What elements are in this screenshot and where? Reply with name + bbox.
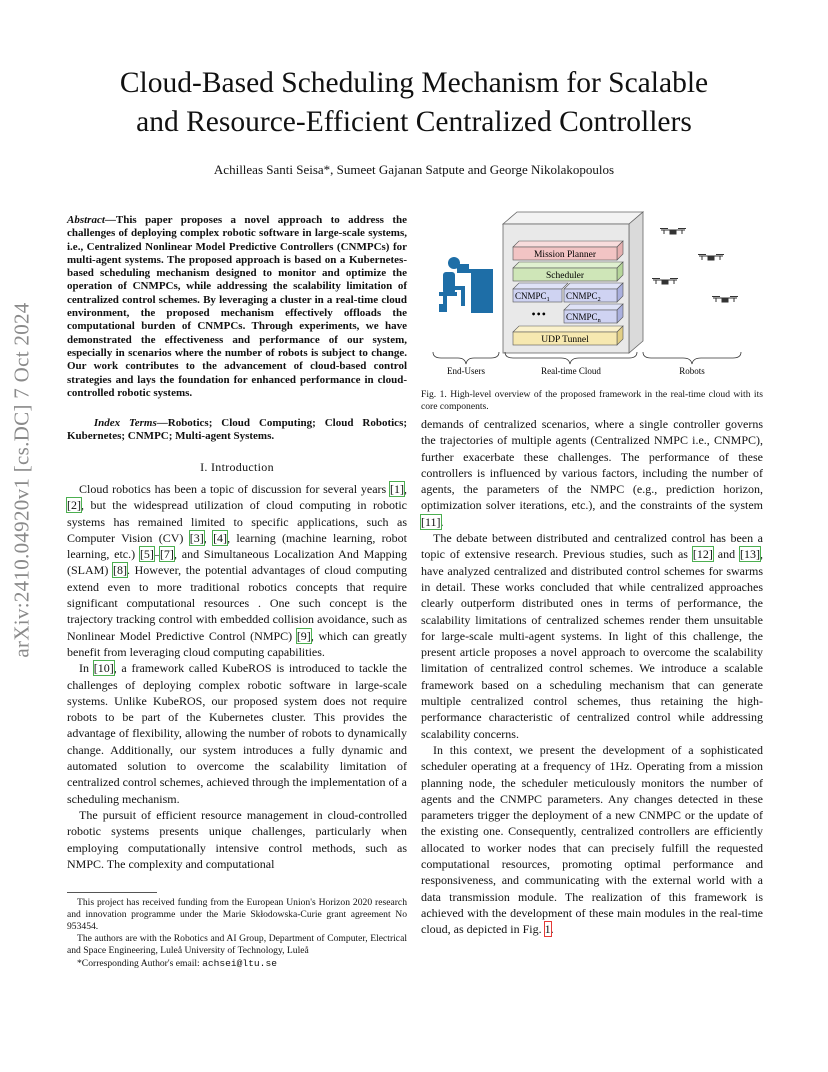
index-terms-text: —Robotics; Cloud Computing; Cloud Robotics; Kubernetes; CNMPC; Multi-agent Systems. — [67, 417, 408, 443]
footnote-corresponding: *Corresponding Author's email: achsei@ltu.se — [77, 957, 277, 969]
abstract — [67, 214, 407, 400]
end-users-brace — [433, 352, 499, 364]
robots-brace — [643, 352, 741, 364]
cnmpc-n-subscript: n — [597, 317, 601, 324]
right-column-body — [421, 416, 763, 938]
cnmpc-1-label: CNMPC — [515, 291, 547, 301]
cnmpc-1-subscript: 1 — [546, 296, 550, 303]
end-users-label: End-Users — [447, 366, 485, 376]
drone-icon — [652, 229, 738, 303]
footnote-affiliation: The authors are with the Robotics and AI Group, Department of Computer, Electrical and Space Engineering, Luleå University of Technology, Luleå — [67, 933, 407, 957]
arxiv-sidebar — [0, 0, 44, 1072]
citation-link[interactable]: [2] — [67, 498, 81, 513]
figure-reference-link[interactable]: 1 — [544, 922, 551, 937]
more-controllers-ellipsis: ••• — [531, 310, 547, 319]
citation-link[interactable]: [9] — [296, 628, 311, 643]
left-column-body — [67, 481, 407, 872]
cloud-box-side — [629, 212, 643, 353]
footnote-rule — [67, 892, 157, 893]
title-line-2: and Resource-Efficient Centralized Controllers — [136, 106, 692, 138]
citation-link[interactable]: [12] — [692, 547, 713, 562]
paragraph: In this context, we present the development of a sophisticated scheduler operating at a frequency of 1Hz. Operating from a mission planning node, the scheduler meticulously monitors the number of agents and the CNMPC parameters. Any changes detected in these parameters trigger the deployment of a new CNMPC or the update of the existing one. Consequently, centralized controllers are efficiently allocated to worker nodes that can precisely fulfill the requested computational resources, promoting optimal performance and responsiveness, and communicating with the external world with a data transmission module. The realization of this framework is achieved with the development of these main modules in the real-time cloud, as depicted in Fig. 1. — [421, 742, 763, 937]
framework-diagram — [421, 206, 763, 386]
scheduler-label: Scheduler — [546, 271, 584, 281]
index-terms-label: Index Terms — [93, 417, 157, 429]
cnmpc-n-label: CNMPC — [566, 312, 598, 322]
citation-link[interactable]: [13] — [740, 547, 760, 562]
footnote-funding: This project has received funding from the European Union's Horizon 2020 research and innovation programme under the Marie Skłodowska-Curie grant agreement No 953454. — [67, 897, 407, 932]
real-time-cloud-brace — [505, 352, 637, 364]
udp-tunnel-label: UDP Tunnel — [541, 335, 589, 345]
cloud-box-top — [503, 212, 643, 224]
figure-caption: Fig. 1. High-level overview of the proposed framework in the real-time cloud with its core components. — [421, 389, 763, 412]
cnmpc-2-label: CNMPC — [566, 291, 598, 301]
real-time-cloud-label: Real-time Cloud — [541, 366, 601, 376]
paragraph: Cloud robotics has been a topic of discussion for several years [1], [2], but the widespread utilization of cloud computing in robotic systems has remained limited to specific applications, such as Computer Vision (CV) [3], [4], learning (machine learning, robot learning, etc.) [5]–[7], and Simultaneous Localization And Mapping (SLAM) [8]. However, the potential advantages of cloud computing extend even to more traditional robotics concepts that require significant computational resources . One such concept is the trajectory tracking control with embedded collision avoidance, such as Nonlinear Model Predictive Control (NMPC) [9], which can greatly benefit from leveraging cloud computing capabilities. — [67, 482, 408, 659]
paragraph: The debate between distributed and centralized control has been a topic of extensive research. Previous studies, such as [12] and [13], have analyzed centralized and distributed control schemes for swarms in detail. These works concluded that while centralized approaches clearly outperform distributed ones in terms of performance, the scalability limitations of centralized schemes render them unsuitable for large-scale multi-agent systems. In light of this challenge, the present article proposes a novel approach to overcome the scalability limitation of centralized control schemes. We introduce a scalable framework based on a scheduling mechanism that can generate multiple centralized control schemes, thus retaining the high-performance characteristic of centralized control while addressing scalability concerns. — [421, 531, 763, 741]
mission-planner-label: Mission Planner — [533, 250, 597, 260]
citation-link[interactable]: [7] — [159, 547, 174, 562]
paragraph: In [10], a framework called KubeROS is introduced to tackle the challenges of deploying complex robotic software in large-scale systems. Unlike KubeROS, our proposed system does not require robots to be part of the Kubernetes cluster. This provides the advantage of flexibility, allowing the number of robots to dynamically change. Additionally, our system introduces a fully dynamic and automated solution to overcome the scalability limitation of centralized control schemes, achieved through the implementation of a scheduling mechanism. — [67, 661, 407, 806]
citation-link[interactable]: [3] — [189, 530, 204, 545]
citation-link[interactable]: [10] — [93, 661, 114, 676]
cnmpc-2-subscript: 2 — [597, 296, 601, 303]
arxiv-identifier[interactable]: arXiv:2410.04920v1 [cs.DC] 7 Oct 2024 — [9, 302, 34, 658]
abstract-label: Abstract — [67, 214, 105, 226]
robots-label: Robots — [679, 366, 705, 376]
paper-title — [60, 64, 768, 142]
figure-1 — [421, 206, 763, 386]
citation-link[interactable]: [5] — [139, 547, 154, 562]
end-user-icon — [439, 257, 493, 313]
citation-link[interactable]: [1] — [390, 482, 404, 496]
citation-link[interactable]: [8] — [112, 563, 127, 578]
index-terms — [67, 417, 407, 444]
paragraph: demands of centralized scenarios, where a single controller governs the trajectories of multiple agents (Centralized NMPC i.e., CNMPC), further exacerbate these challenges. The performance of these controllers is influenced by various factors, including the number of agents, the parameters of the NMPC (e.g., prediction horizon, optimization solver iterations, etc.), and the constraints of the system [11]. — [421, 417, 763, 529]
title-line-1: Cloud-Based Scheduling Mechanism for Scalable — [119, 67, 709, 99]
abstract-text: —This paper proposes a novel approach to address the challenges of deploying complex robotic software in large-scale systems, i.e., Centralized Nonlinear Model Predictive Controllers (CNMPCs) for multi-agent systems. The proposed approach is based on a Kubernetes-based scheduling mechanism designed to monitor and optimize the operation of CNMPCs, while addressing the scalability limitation of centralized control schemes. By leveraging a cluster in a real-time cloud environment, the proposed mechanism effectively offloads the computational burden of CNMPCs. Through experiments, we have demonstrated the effectiveness and performance of our system, especially in scenarios where the number of robots is subject to change. Our work contributes to the advancement of cloud-based control strategies and lays the foundation for enhanced performance in cloud-controlled robotic systems. — [67, 214, 407, 399]
paragraph: The pursuit of efficient resource management in cloud-controlled robotic systems presents unique challenges, particularly when employing computationally intensive control methods, such as NMPC. The complexity and computational — [67, 807, 407, 871]
citation-link[interactable]: [11] — [421, 514, 441, 529]
citation-link[interactable]: [4] — [213, 530, 228, 545]
footnotes — [67, 897, 407, 971]
author-list: Achilleas Santi Seisa*, Sumeet Gajanan Satpute and George Nikolakopoulos — [213, 162, 615, 177]
author-email[interactable]: achsei@ltu.se — [202, 957, 277, 969]
section-heading-introduction: I. Introduction — [200, 460, 274, 474]
